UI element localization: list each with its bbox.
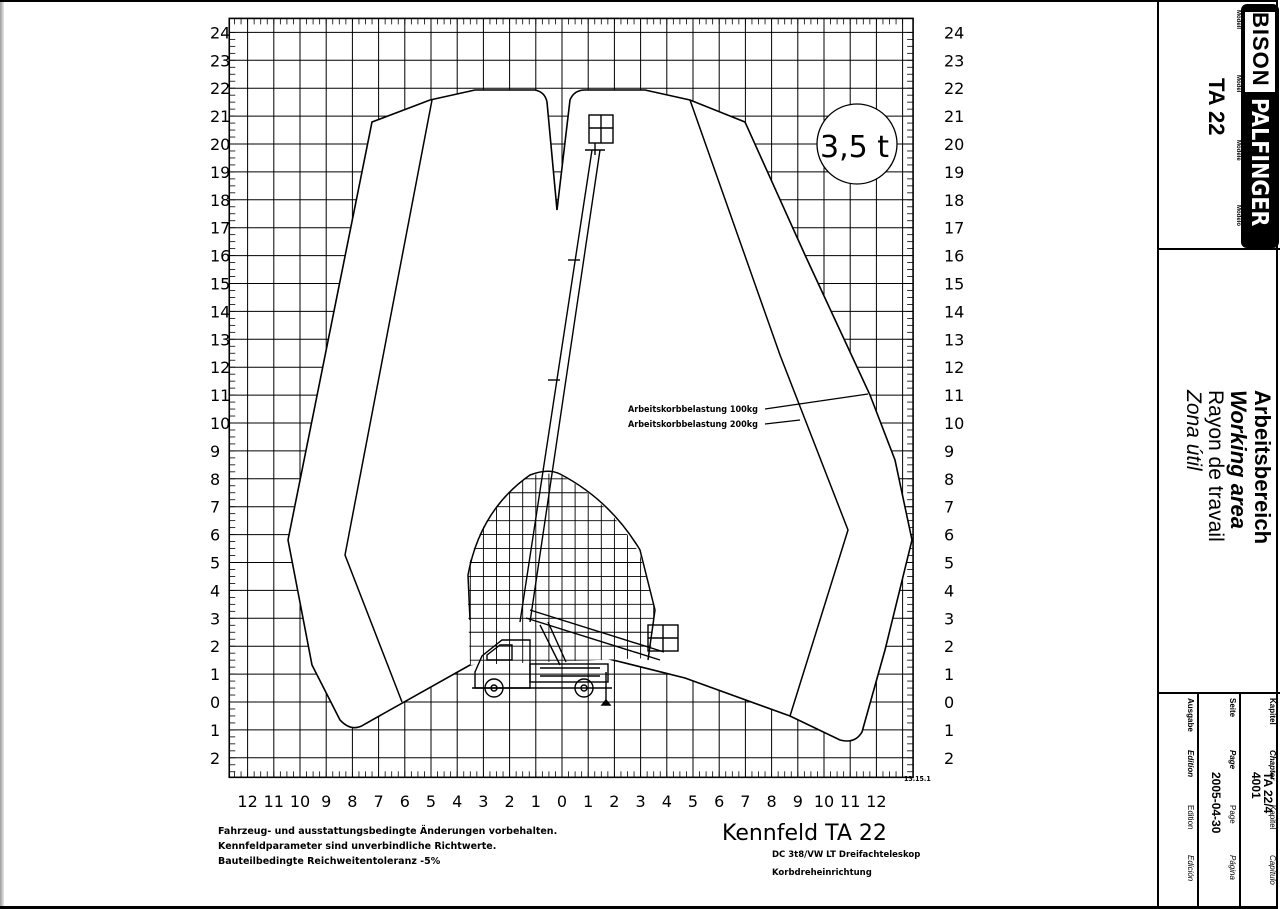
heading-de: Arbeitsbereich bbox=[1250, 390, 1275, 545]
y-tick-label-right: 20 bbox=[944, 135, 965, 154]
x-tick-label: 3 bbox=[478, 792, 489, 811]
page-label-de: Seite bbox=[1228, 698, 1237, 718]
x-tick-label: 2 bbox=[504, 792, 515, 811]
x-tick-label: 3 bbox=[635, 792, 646, 811]
brand-left-text: BISON bbox=[1245, 12, 1275, 92]
chapter-label-fr: Kapitel bbox=[1268, 805, 1277, 830]
y-tick-label-right: 2 bbox=[944, 748, 955, 768]
y-tick-label-left: 9 bbox=[210, 441, 221, 461]
x-tick-label: 7 bbox=[740, 792, 751, 811]
y-tick-label-left: 2 bbox=[210, 637, 221, 657]
y-tick-label-left: 4 bbox=[210, 581, 221, 601]
brand-right-text: PALFINGER bbox=[1246, 98, 1272, 227]
edition-label-es: Edición bbox=[1186, 855, 1195, 882]
x-tick-label: 1 bbox=[583, 792, 594, 811]
brand-logo bbox=[1241, 4, 1279, 248]
x-tick-label: 11 bbox=[840, 792, 861, 811]
x-tick-label: 12 bbox=[237, 792, 258, 811]
x-tick-label: 8 bbox=[347, 792, 358, 811]
y-tick-label-left: 21 bbox=[210, 107, 231, 127]
title-block bbox=[1157, 0, 1280, 906]
chapter-label-es: Capítulo bbox=[1268, 855, 1277, 885]
x-tick-label: 2 bbox=[609, 792, 620, 811]
y-tick-label-right: 10 bbox=[944, 414, 965, 433]
note-line-1: Fahrzeug- und ausstattungsbedingte Änderungen vorbehalten. bbox=[218, 826, 558, 837]
y-tick-label-right: 14 bbox=[944, 302, 965, 322]
y-tick-label-left: 7 bbox=[210, 497, 221, 517]
x-tick-label: 12 bbox=[866, 792, 887, 811]
y-tick-label-right: 21 bbox=[944, 107, 965, 127]
y-tick-label-left: 17 bbox=[210, 218, 231, 238]
y-tick-label-left: 5 bbox=[210, 553, 221, 573]
model-label-fr: Modèle bbox=[1235, 140, 1241, 161]
x-tick-label: 4 bbox=[661, 792, 672, 811]
y-tick-label-right: 2 bbox=[944, 637, 955, 657]
x-tick-label: 6 bbox=[399, 792, 410, 811]
chapter-label-de: Kapitel bbox=[1268, 698, 1277, 725]
page-label-en: Page bbox=[1228, 750, 1237, 770]
x-tick-label: 10 bbox=[289, 792, 311, 811]
y-tick-label-right: 5 bbox=[944, 553, 955, 573]
y-tick-label-left: 1 bbox=[210, 665, 221, 685]
note-line-2: Kennfeldparameter sind unverbindliche Richtwerte. bbox=[218, 841, 497, 852]
y-tick-label-left: 22 bbox=[210, 79, 231, 99]
y-tick-label-left: 1 bbox=[210, 720, 221, 740]
model-value: TA 22 bbox=[1204, 78, 1229, 136]
x-tick-label: 9 bbox=[792, 792, 803, 811]
page-label-fr: Page bbox=[1228, 805, 1237, 824]
page-label-es: Página bbox=[1228, 855, 1237, 880]
y-tick-label-right: 1 bbox=[944, 720, 955, 740]
x-tick-label: 1 bbox=[530, 792, 541, 811]
page-value: 2005-04-30 bbox=[1209, 772, 1223, 834]
x-tick-label: 6 bbox=[714, 792, 725, 811]
edition-label-de: Ausgabe bbox=[1186, 698, 1195, 732]
y-tick-label-right: 22 bbox=[944, 79, 965, 99]
x-tick-label: 8 bbox=[766, 792, 777, 811]
diagram-subtitle-1: DC 3t8/VW LT Dreifachteleskop bbox=[772, 850, 921, 860]
x-tick-label: 11 bbox=[263, 792, 284, 811]
heading-es: Zona útil bbox=[1182, 390, 1205, 471]
y-tick-label-left: 3 bbox=[210, 609, 221, 629]
y-tick-label-right: 19 bbox=[944, 162, 965, 182]
y-tick-label-right: 8 bbox=[944, 469, 955, 489]
y-tick-label-left: 16 bbox=[210, 246, 231, 266]
heading-fr: Rayon de travail bbox=[1204, 390, 1227, 542]
y-tick-label-right: 24 bbox=[944, 23, 965, 43]
y-tick-label-right: 0 bbox=[944, 693, 955, 712]
model-label-es: Modelo bbox=[1235, 205, 1241, 226]
y-tick-label-left: 15 bbox=[210, 274, 231, 294]
y-tick-label-left: 8 bbox=[210, 469, 221, 489]
y-tick-label-left: 10 bbox=[210, 414, 231, 433]
y-tick-label-right: 12 bbox=[944, 358, 965, 378]
x-tick-label: 7 bbox=[373, 792, 384, 811]
y-tick-label-right: 18 bbox=[944, 190, 965, 210]
model-label-de: Modell bbox=[1235, 10, 1241, 29]
edition-label-fr: Edition bbox=[1186, 805, 1195, 830]
y-tick-label-right: 15 bbox=[944, 274, 965, 294]
y-tick-label-left: 11 bbox=[210, 386, 231, 406]
note-line-3: Bauteilbedingte Reichweitentoleranz -5% bbox=[218, 856, 441, 867]
x-tick-label: 5 bbox=[425, 792, 437, 811]
y-tick-label-right: 17 bbox=[944, 218, 965, 238]
heading-en: Working area bbox=[1226, 390, 1251, 529]
y-tick-label-left: 23 bbox=[210, 51, 231, 71]
x-tick-label: 9 bbox=[321, 792, 332, 811]
x-tick-label: 5 bbox=[687, 792, 699, 811]
y-tick-label-right: 4 bbox=[944, 581, 955, 601]
y-tick-label-right: 1 bbox=[944, 665, 955, 685]
x-axis-labels bbox=[237, 792, 886, 811]
x-tick-label: 10 bbox=[813, 792, 835, 811]
chapter-label-en: Chapter bbox=[1268, 750, 1277, 781]
y-tick-label-left: 18 bbox=[210, 190, 231, 210]
y-tick-label-left: 24 bbox=[210, 23, 231, 43]
y-tick-label-right: 3 bbox=[944, 609, 955, 629]
y-axis-labels-right bbox=[944, 23, 964, 767]
corner-code: 13.15.1 bbox=[904, 775, 931, 783]
y-tick-label-right: 7 bbox=[944, 497, 955, 517]
chapter-value: 4001 bbox=[1249, 772, 1263, 799]
y-tick-label-right: 6 bbox=[944, 525, 955, 545]
diagram-title: Kennfeld TA 22 bbox=[722, 821, 887, 846]
y-axis-labels-left bbox=[210, 23, 230, 767]
basket-load-100-label: Arbeitskorbbelastung 100kg bbox=[628, 405, 758, 415]
y-tick-label-left: 19 bbox=[210, 162, 231, 182]
model-label-en: Model bbox=[1235, 75, 1241, 93]
y-tick-label-left: 13 bbox=[210, 330, 231, 350]
x-tick-label: 0 bbox=[556, 792, 568, 811]
truck-platform bbox=[530, 664, 608, 682]
y-tick-label-right: 23 bbox=[944, 51, 965, 71]
y-tick-label-left: 14 bbox=[210, 302, 231, 322]
y-tick-label-right: 11 bbox=[944, 386, 965, 406]
y-tick-label-left: 20 bbox=[210, 135, 231, 154]
y-tick-label-left: 12 bbox=[210, 358, 231, 378]
y-tick-label-left: 6 bbox=[210, 525, 221, 545]
basket-load-200-label: Arbeitskorbbelastung 200kg bbox=[628, 420, 758, 430]
y-tick-label-right: 16 bbox=[944, 246, 965, 266]
y-tick-label-left: 0 bbox=[210, 693, 221, 712]
y-tick-label-left: 2 bbox=[210, 748, 221, 768]
load-indicator-label: 3,5 t bbox=[820, 130, 890, 165]
doc-code: TA 22/4 bbox=[1261, 772, 1275, 814]
edition-label-en: Edition bbox=[1186, 750, 1195, 778]
diagram-subtitle-2: Korbdreheinrichtung bbox=[772, 868, 872, 878]
x-tick-label: 4 bbox=[452, 792, 463, 811]
y-tick-label-right: 13 bbox=[944, 330, 965, 350]
y-tick-label-right: 9 bbox=[944, 441, 955, 461]
